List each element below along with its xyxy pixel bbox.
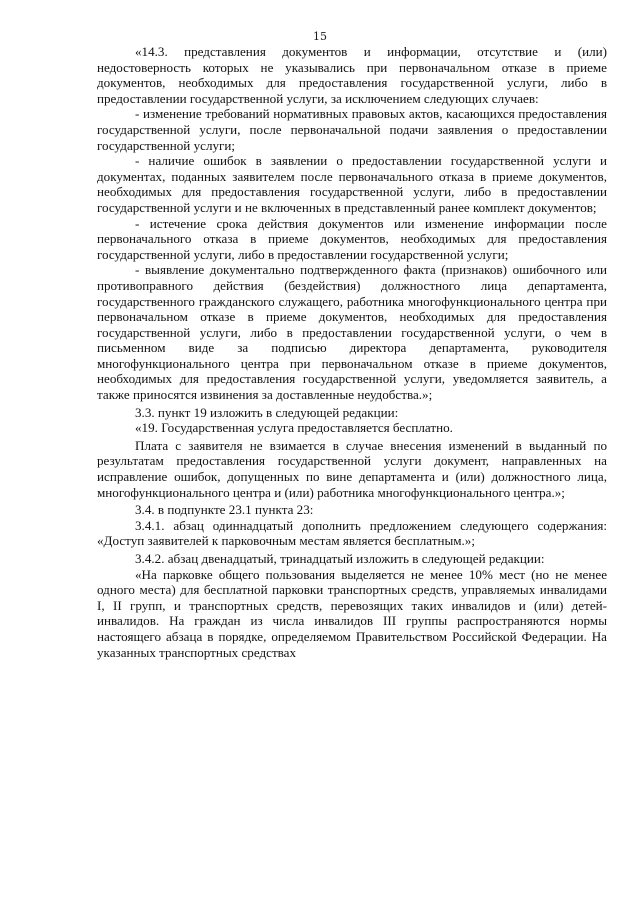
paragraph-3-3: 3.3. пункт 19 изложить в следующей редакции: — [135, 404, 399, 420]
paragraph-exception-legal-change: - изменение требований нормативных правовых актов, касающихся предоставления государственной услуги, после первоначальной подачи заявления о предоставлении государственной услуги; — [97, 106, 607, 153]
paragraph-exception-errors: - наличие ошибок в заявлении о предоставлении государственной услуги и документах, поданных заявителем после первоначального отказа в приеме документов, необходимых для предоставления государственной услуги, либо в предоставлении государственной услуги и не включенных в представленный ранее комплект документов; — [97, 153, 607, 215]
paragraph-3-4-2: 3.4.2. абзац двенадцатый, тринадцатый изложить в следующей редакции: — [135, 551, 545, 566]
paragraph-exception-expiry: - истечение срока действия документов или изменение информации после первоначального отказа в приеме документов, необходимых для предоставления государственной услуги, либо в предоставлении государственной услуги; — [97, 215, 607, 262]
paragraph-parking: «На парковке общего пользования выделяется не менее 10% мест (но не менее одного места) для бесплатной парковки транспортных средств, управляемых инвалидами I, II групп, и транспортных средств, перевозящих таких инвалидов и (или) детей-инвалидов. На граждан из числа инвалидов III группы распространяются нормы настоящего абзаца в порядке, определяемом Правительством Российской Федерации. На указанных транспортных средствах — [97, 566, 607, 660]
document-body — [97, 44, 607, 660]
paragraph-fee: Плата с заявителя не взимается в случае внесения изменений в выданный по результатам предоставления государственной услуги документ, направленных на исправление ошибок, допущенных по вине департамента и (или) должностного лица, многофункционального центра и (или) работника многофункционального центра.»; — [97, 437, 607, 500]
paragraph-exception-misconduct: - выявление документально подтвержденного факта (признаков) ошибочного или противоправного действия (бездействия) должностного лица департамента, государственного гражданского служащего, работника многофункционального центра при первоначальном отказе в приеме документов, необходимых для предоставления государственной услуги, либо в предоставлении государственной услуги, о чем в письменном виде за подписью директора департамента, руководителя многофункционального центра при первоначальном отказе в приеме документов, необходимых для предоставления государственной услуги, уведомляется заявитель, а также приносятся извинения за доставленные неудобства.»; — [97, 262, 607, 403]
paragraph-19: «19. Государственная услуга предоставляется бесплатно. — [135, 420, 453, 436]
paragraph-3-4-1: 3.4.1. абзац одиннадцатый дополнить предложением следующего содержания: «Доступ заявителей к парковочным местам является бесплатным.»; — [97, 517, 607, 549]
page-number: 15 — [313, 30, 327, 43]
paragraph-14-3: «14.3. представления документов и информации, отсутствие и (или) недостоверность которых не указывались при первоначальном отказе в приеме документов, необходимых для предоставления государственной услуги, либо в предоставлении государственной услуги, за исключением следующих случаев: — [97, 44, 607, 106]
paragraph-3-4: 3.4. в подпункте 23.1 пункта 23: — [135, 502, 314, 518]
